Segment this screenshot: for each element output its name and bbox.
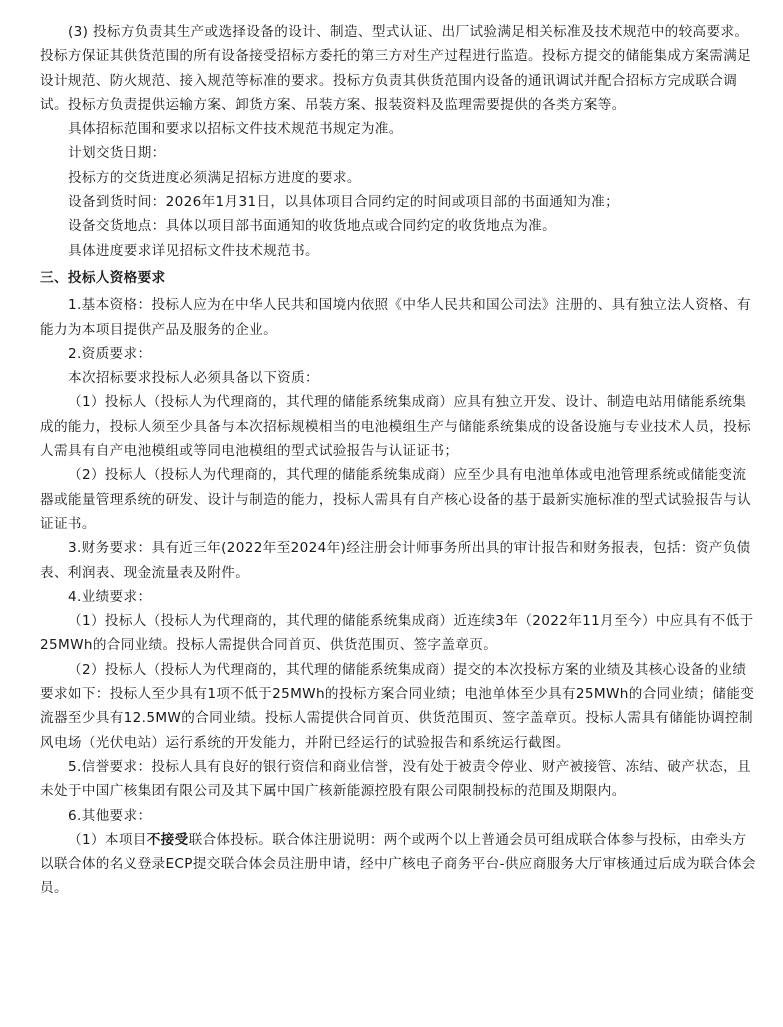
paragraph-progress-reference: 具体进度要求详见招标文件技术规范书。 — [68, 242, 319, 259]
paragraph-delivery-progress: 投标方的交货进度必须满足招标方进度的要求。 — [68, 169, 361, 186]
paragraph-other-label: 6.其他要求： — [68, 807, 152, 824]
paragraph-qualification-label: 2.资质要求： — [68, 345, 152, 362]
paragraph-consortium — [40, 828, 757, 901]
consortium-emphasis: 不接受 — [146, 831, 189, 848]
paragraph-credit-requirement: 5.信誉要求：投标人具有良好的银行资信和商业信誉，没有处于被责令停业、财产被接管、冻结、破产状态，且未处于中国广核集团有限公司及其下属中国广核新能源控股有限公司限制投标的范围及期限内。 — [40, 758, 751, 800]
consortium-suffix: 联合体投标。联合体注册说明：两个或两个以上普通会员可组成联合体参与投标，由牵头方以联合体的名义登录ECP提交联合体会员注册申请，经中广核电子商务平台-供应商服务大厅审核通过后成为联合体会员。 — [40, 831, 756, 897]
paragraph-arrival-time: 设备到货时间：2026年1月31日，以具体项目合同约定的时间或项目部的书面通知为准； — [68, 194, 620, 211]
paragraph-basic-qualification: 1.基本资格：投标人应为在中华人民共和国境内依照《中华人民共和国公司法》注册的、具有独立法人资格、有能力为本项目提供产品及服务的企业。 — [40, 297, 751, 338]
paragraph-performance-item-2: （2）投标人（投标人为代理商的，其代理的储能系统集成商）提交的本次投标方案的业绩及其核心设备的业绩要求如下：投标人至少具有1项不低于25MWh的投标方案合同业绩；电池单体至少具有25MWh的合同业绩；储能变流器至少具有12.5MW的合同业绩。投标人需提供合同首页、供货范围页、签字盖章页。投标人需具有储能协调控制风电场（光伏电站）运行系统的开发能力，并附已经运行的试验报告和系统运行截图。 — [40, 661, 755, 751]
consortium-prefix: （1）本项目 — [68, 831, 147, 848]
paragraph-supplier-responsibility: (3) 投标方负责其生产或选择设备的设计、制造、型式认证、出厂试验满足相关标准及技术规范中的较高要求。投标方保证其供货范围的所有设备接受招标方委托的第三方对生产过程进行监造。投标方提交的储能集成方案需满足设计规范、防火规范、接入规范等标准的要求。投标方负责其供货范围内设备的通讯调试并配合招标方完成联合调试。投标方负责提供运输方案、卸货方案、吊装方案、报装资料及监理需要提供的各类方案等。 — [40, 24, 752, 113]
paragraph-qualification-item-1: （1）投标人（投标人为代理商的，其代理的储能系统集成商）应具有独立开发、设计、制造电站用储能系统集成的能力，投标人须至少具备与本次招标规模相当的电池模组生产与储能系统集成的设备设施与专业技术人员，投标人需具有自产电池模组或等同电池模组的型式试验报告与认证证书； — [40, 394, 752, 460]
paragraph-qualification-item-2: （2）投标人（投标人为代理商的，其代理的储能系统集成商）应至少具有电池单体或电池管理系统或储能变流器或能量管理系统的研发、设计与制造的能力，投标人需具有自产核心设备的基于最新实施标准的型式试验报告与认证证书。 — [40, 467, 752, 532]
paragraph-qualification-intro: 本次招标要求投标人必须具备以下资质： — [68, 370, 319, 387]
paragraph-scope: 具体招标范围和要求以招标文件技术规范书规定为准。 — [68, 121, 403, 138]
paragraph-performance-label: 4.业绩要求： — [68, 588, 152, 605]
paragraph-delivery-location: 设备交货地点：具体以项目部书面通知的收货地点或合同约定的收货地点为准。 — [68, 218, 557, 235]
paragraph-performance-item-1: （1）投标人（投标人为代理商的，其代理的储能系统集成商）近连续3年（2022年11月至今）中应具有不低于25MWh的合同业绩。投标人需提供合同首页、供货范围页、签字盖章页。 — [40, 613, 754, 654]
section-heading-qualifications: 三、投标人资格要求 — [40, 269, 166, 286]
paragraph-financial-requirement: 3.财务要求：具有近三年(2022年至2024年)经注册会计师事务所出具的审计报告和财务报表，包括：资产负债表、利润表、现金流量表及附件。 — [40, 540, 751, 581]
paragraph-delivery-date-label: 计划交货日期： — [68, 145, 166, 162]
